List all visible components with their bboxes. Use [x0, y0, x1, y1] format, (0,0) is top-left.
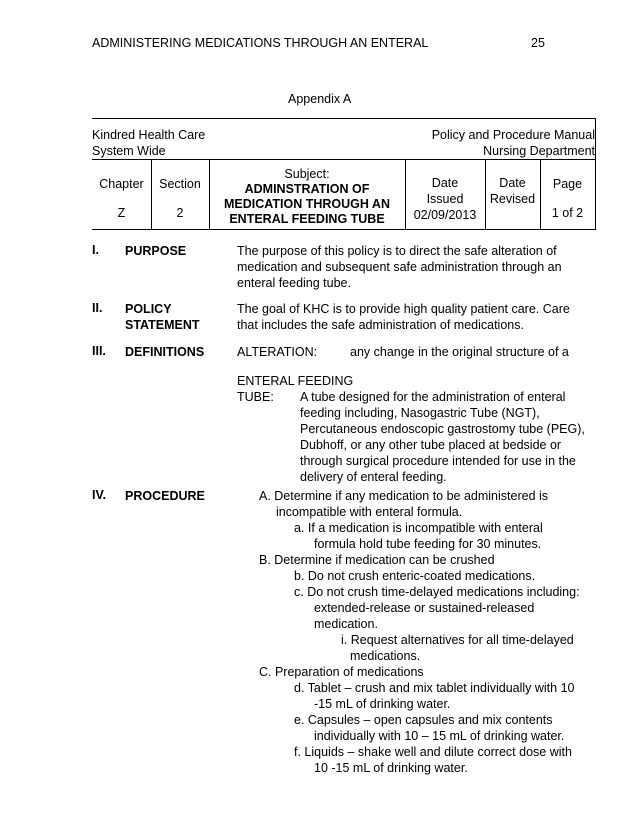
policy-header-table — [92, 118, 596, 230]
text-line: The purpose of this policy is to direct the safe alteration of — [237, 244, 557, 258]
running-header: ADMINISTERING MEDICATIONS THROUGH AN ENTERAL — [92, 36, 429, 50]
page-value: 1 of 2 — [551, 206, 584, 220]
text-line: medication and subsequent safe administration through an — [237, 260, 562, 274]
procedure-substep: medication. — [314, 617, 378, 631]
chapter-value: Z — [117, 206, 126, 220]
page-number: 25 — [531, 36, 545, 50]
section-label: Section — [159, 177, 201, 191]
procedure-substep: e. Capsules – open capsules and mix contents — [294, 713, 553, 727]
department-name: Nursing Department — [483, 144, 595, 158]
section-value: 2 — [176, 206, 184, 220]
org-name: Kindred Health Care — [92, 128, 206, 142]
procedure-substep: f. Liquids – shake well and dilute correct dose with — [294, 745, 572, 759]
text-line: Dubhoff, or any other tube placed at bedside or — [300, 438, 562, 452]
section-title — [125, 301, 200, 333]
text-line: The goal of KHC is to provide high quality patient care. Care — [237, 302, 570, 316]
procedure-step: B. Determine if medication can be crushed — [259, 553, 495, 567]
section-number: III. — [92, 344, 106, 358]
date-revised-label: Revised — [489, 192, 536, 206]
procedure-substep: 10 -15 mL of drinking water. — [314, 761, 468, 775]
enteral-term: TUBE: — [237, 390, 274, 404]
subject-line: ADMINSTRATION OF — [244, 182, 370, 196]
procedure-step: C. Preparation of medications — [259, 665, 424, 679]
section-number: I. — [92, 243, 99, 257]
procedure-substep: extended-release or sustained-released — [314, 601, 535, 615]
subject-label: Subject: — [284, 167, 330, 181]
procedure-substep: -15 mL of drinking water. — [314, 697, 451, 711]
procedure-step: incompatible with enteral formula. — [276, 505, 463, 519]
table-divider — [92, 159, 595, 160]
procedure-step: A. Determine if any medication to be administered is — [259, 489, 549, 503]
procedure-substep: b. Do not crush enteric-coated medications. — [294, 569, 536, 583]
subject-line: MEDICATION THROUGH AN — [224, 197, 390, 211]
section-title: PROCEDURE — [125, 489, 205, 503]
purpose-text — [237, 243, 562, 291]
text-line: A tube designed for the administration of enteral — [300, 390, 566, 404]
section-title: DEFINITIONS — [125, 345, 205, 359]
alteration-definition: any change in the original structure of a — [350, 345, 569, 359]
text-line: Percutaneous endoscopic gastrostomy tube (PEG), — [300, 422, 585, 436]
org-scope: System Wide — [92, 144, 166, 158]
text-line: feeding including, Nasogastric Tube (NGT), — [300, 406, 540, 420]
subject-line: ENTERAL FEEDING TUBE — [229, 212, 385, 226]
text-line: through surgical procedure intended for use in the — [300, 454, 576, 468]
section-title-line: STATEMENT — [125, 318, 200, 332]
page-label: Page — [552, 177, 583, 191]
date-issued-label: Issued — [426, 192, 464, 206]
policy-text — [237, 301, 570, 333]
date-issued-label: Date — [431, 176, 459, 190]
enteral-definition — [300, 389, 585, 485]
appendix-title: Appendix A — [288, 92, 352, 106]
procedure-subsubstep: i. Request alternatives for all time-delayed — [341, 633, 574, 647]
section-title-line: POLICY — [125, 302, 172, 316]
section-number: IV. — [92, 488, 107, 502]
enteral-term: ENTERAL FEEDING — [237, 374, 354, 388]
procedure-subsubstep: medications. — [350, 649, 421, 663]
manual-name: Policy and Procedure Manual — [431, 128, 595, 142]
procedure-substep: d. Tablet – crush and mix tablet individually with 10 — [294, 681, 575, 695]
text-line: enteral feeding tube. — [237, 276, 351, 290]
section-title: PURPOSE — [125, 244, 187, 258]
alteration-term: ALTERATION: — [237, 345, 318, 359]
procedure-substep: individually with 10 – 15 mL of drinking water. — [314, 729, 565, 743]
section-number: II. — [92, 301, 103, 315]
chapter-label: Chapter — [99, 177, 144, 191]
text-line: that includes the safe administration of medications. — [237, 318, 524, 332]
date-issued-value: 02/09/2013 — [413, 208, 477, 222]
procedure-substep: formula hold tube feeding for 30 minutes. — [314, 537, 542, 551]
procedure-substep: a. If a medication is incompatible with enteral — [294, 521, 543, 535]
text-line: delivery of enteral feeding. — [300, 470, 447, 484]
procedure-substep: c. Do not crush time-delayed medications including: — [294, 585, 580, 599]
date-revised-label: Date — [499, 176, 526, 190]
